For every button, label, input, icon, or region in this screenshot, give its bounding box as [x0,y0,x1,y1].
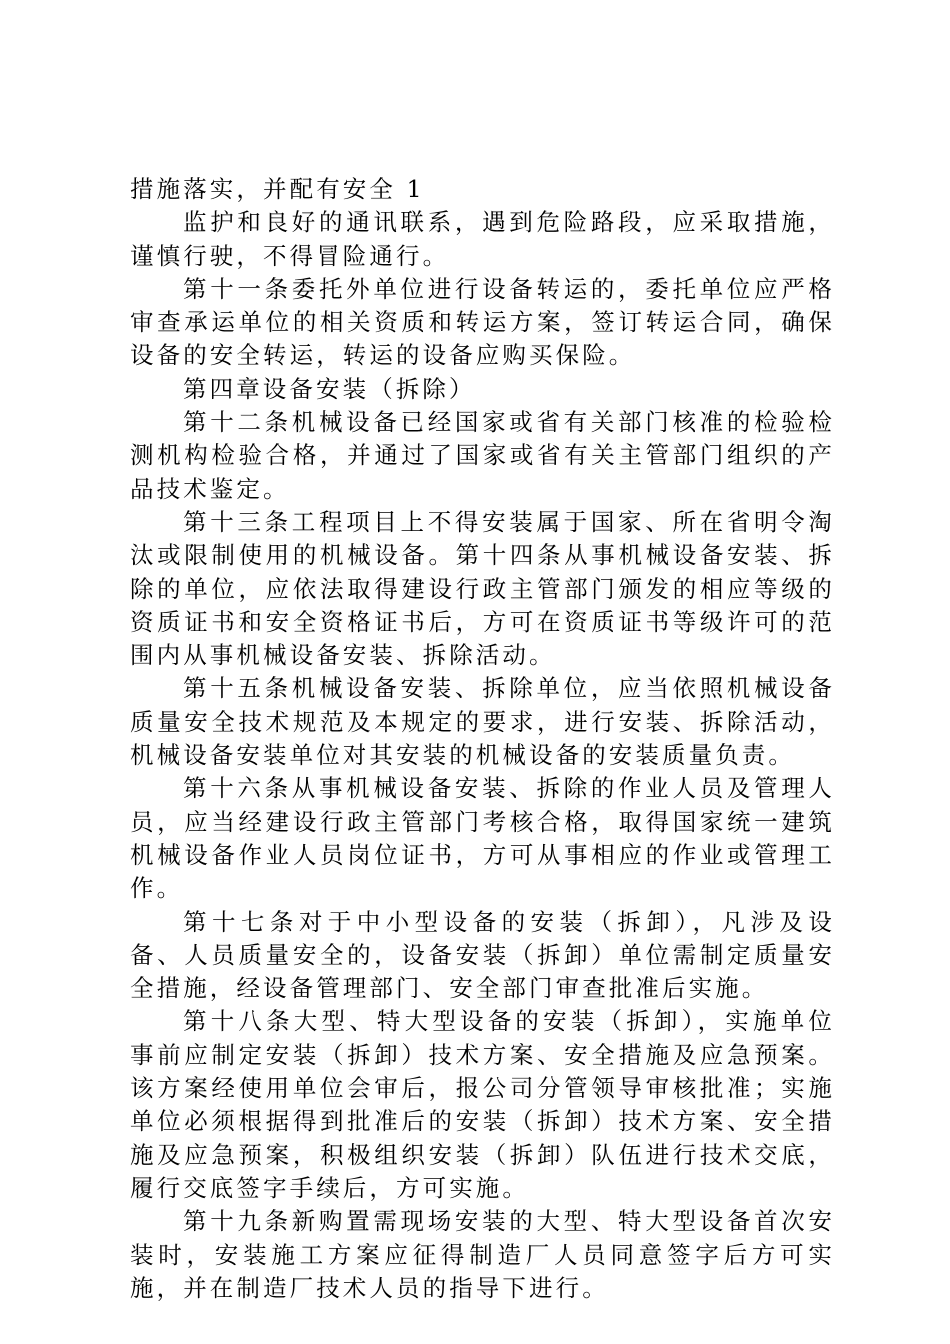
document-body [130,173,835,1305]
paragraph-safety-monitoring: 监护和良好的通讯联系，遇到危险路段，应采取措施，谨慎行驶，不得冒险通行。 [130,208,835,270]
paragraph-continuation: 措施落实，并配有安全 1 [130,175,425,203]
paragraph-article-12: 第十二条机械设备已经国家或省有关部门核准的检验检测机构检验合格，并通过了国家或省有关主管部门组织的产品技术鉴定。 [130,408,835,503]
paragraph-article-18: 第十八条大型、特大型设备的安装（拆卸），实施单位事前应制定安装（拆卸）技术方案、安全措施及应急预案。该方案经使用单位会审后，报公司分管领导审核批准；实施单位必须根据得到批准后的安装（拆卸）技术方案、安全措施及应急预案，积极组织安装（拆卸）队伍进行技术交底，履行交底签字手续后，方可实施。 [130,1007,835,1202]
paragraph-article-16: 第十六条从事机械设备安装、拆除的作业人员及管理人员，应当经建设行政主管部门考核合格，取得国家统一建筑机械设备作业人员岗位证书，方可从事相应的作业或管理工作。 [130,774,835,903]
paragraph-article-17: 第十七条对于中小型设备的安装（拆卸），凡涉及设备、人员质量安全的，设备安装（拆卸）单位需制定质量安全措施，经设备管理部门、安全部门审查批准后实施。 [130,907,835,1003]
chapter-heading: 第四章设备安装（拆除） [183,374,476,403]
paragraph-article-19: 第十九条新购置需现场安装的大型、特大型设备首次安装时，安装施工方案应征得制造厂人员同意签字后方可实施，并在制造厂技术人员的指导下进行。 [130,1207,835,1302]
paragraph-article-13-14: 第十三条工程项目上不得安装属于国家、所在省明令淘汰或限制使用的机械设备。第十四条从事机械设备安装、拆除的单位，应依法取得建设行政主管部门颁发的相应等级的资质证书和安全资格证书后，方可在资质证书等级许可的范围内从事机械设备安装、拆除活动。 [130,507,835,670]
paragraph-article-11: 第十一条委托外单位进行设备转运的，委托单位应严格审查承运单位的相关资质和转运方案，签订转运合同，确保设备的安全转运，转运的设备应购买保险。 [130,274,835,370]
paragraph-article-15: 第十五条机械设备安装、拆除单位，应当依照机械设备质量安全技术规范及本规定的要求，进行安装、拆除活动，机械设备安装单位对其安装的机械设备的安装质量负责。 [130,674,835,770]
